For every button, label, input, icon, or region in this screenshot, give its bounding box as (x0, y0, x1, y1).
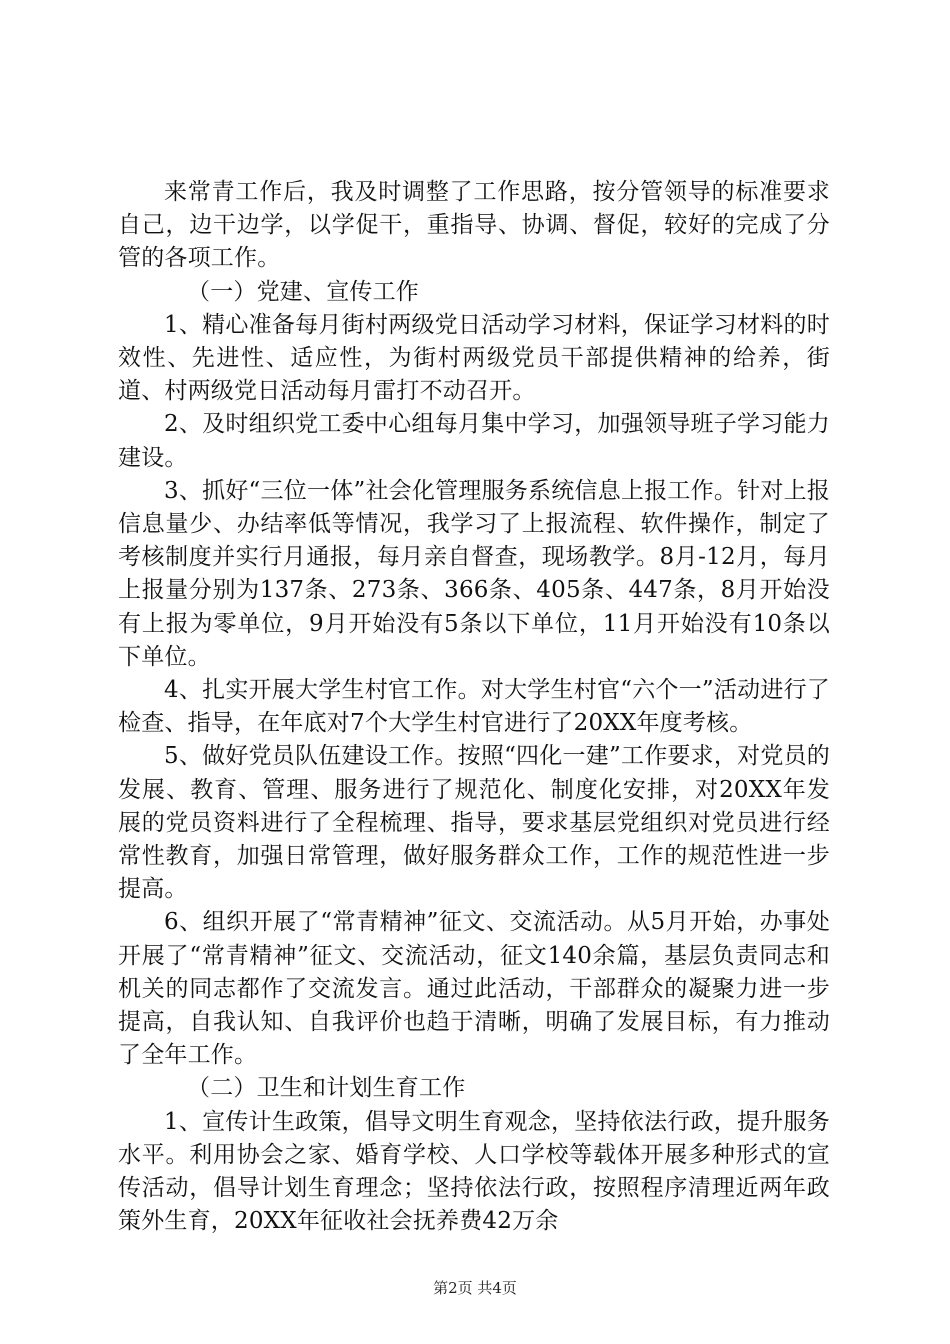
paragraph-item-6: 6、组织开展了“常青精神”征文、交流活动。从5月开始，办事处开展了“常青精神”征文、交流活动，征文140余篇，基层负责同志和机关的同志都作了交流发言。通过此活动，干部群众的凝聚力进一步提高，自我认知、自我评价也趋于清晰，明确了发展目标，有力推动了全年工作。 (118, 909, 830, 1069)
paragraph-item-4: 4、扎实开展大学生村官工作。对大学生村官“六个一”活动进行了检查、指导，在年底对7个大学生村官进行了20XX年度考核。 (118, 677, 830, 737)
paragraph-item-2: 2、及时组织党工委中心组每月集中学习，加强领导班子学习能力建设。 (118, 411, 830, 471)
paragraph-health-item-1: 1、宣传计生政策，倡导文明生育观念，坚持依法行政，提升服务水平。利用协会之家、婚育学校、人口学校等载体开展多种形式的宣传活动，倡导计划生育理念；坚持依法行政，按照程序清理近两年政策外生育，20XX年征收社会抚养费42万余 (118, 1108, 830, 1235)
paragraph-item-5: 5、做好党员队伍建设工作。按照“四化一建”工作要求，对党员的发展、教育、管理、服务进行了规范化、制度化安排，对20XX年发展的党员资料进行了全程梳理、指导，要求基层党组织对党员进行经常性教育，加强日常管理，做好服务群众工作，工作的规范性进一步提高。 (118, 743, 830, 903)
document-body (118, 176, 830, 1239)
paragraph-intro: 来常青工作后，我及时调整了工作思路，按分管领导的标准要求自己，边干边学，以学促干，重指导、协调、督促，较好的完成了分管的各项工作。 (118, 179, 830, 272)
page-number: 第2页 (433, 1279, 473, 1297)
section-heading-health-family-planning: （二）卫生和计划生育工作 (187, 1075, 466, 1102)
section-heading-party-building: （一）党建、宣传工作 (187, 278, 419, 305)
page-footer (0, 1278, 950, 1298)
total-pages: 共4页 (477, 1279, 517, 1297)
paragraph-item-1: 1、精心准备每月街村两级党日活动学习材料，保证学习材料的时效性、先进性、适应性，为街村两级党员干部提供精神的给养，街道、村两级党日活动每月雷打不动召开。 (118, 311, 830, 405)
paragraph-item-3: 3、抓好“三位一体”社会化管理服务系统信息上报工作。针对上报信息量少、办结率低等情况，我学习了上报流程、软件操作，制定了考核制度并实行月通报，每月亲自督查，现场教学。8月-12月，每月上报量分别为137条、273条、366条、405条、447条，8月开始没有上报为零单位，9月开始没有5条以下单位，11月开始没有10条以下单位。 (118, 477, 830, 670)
